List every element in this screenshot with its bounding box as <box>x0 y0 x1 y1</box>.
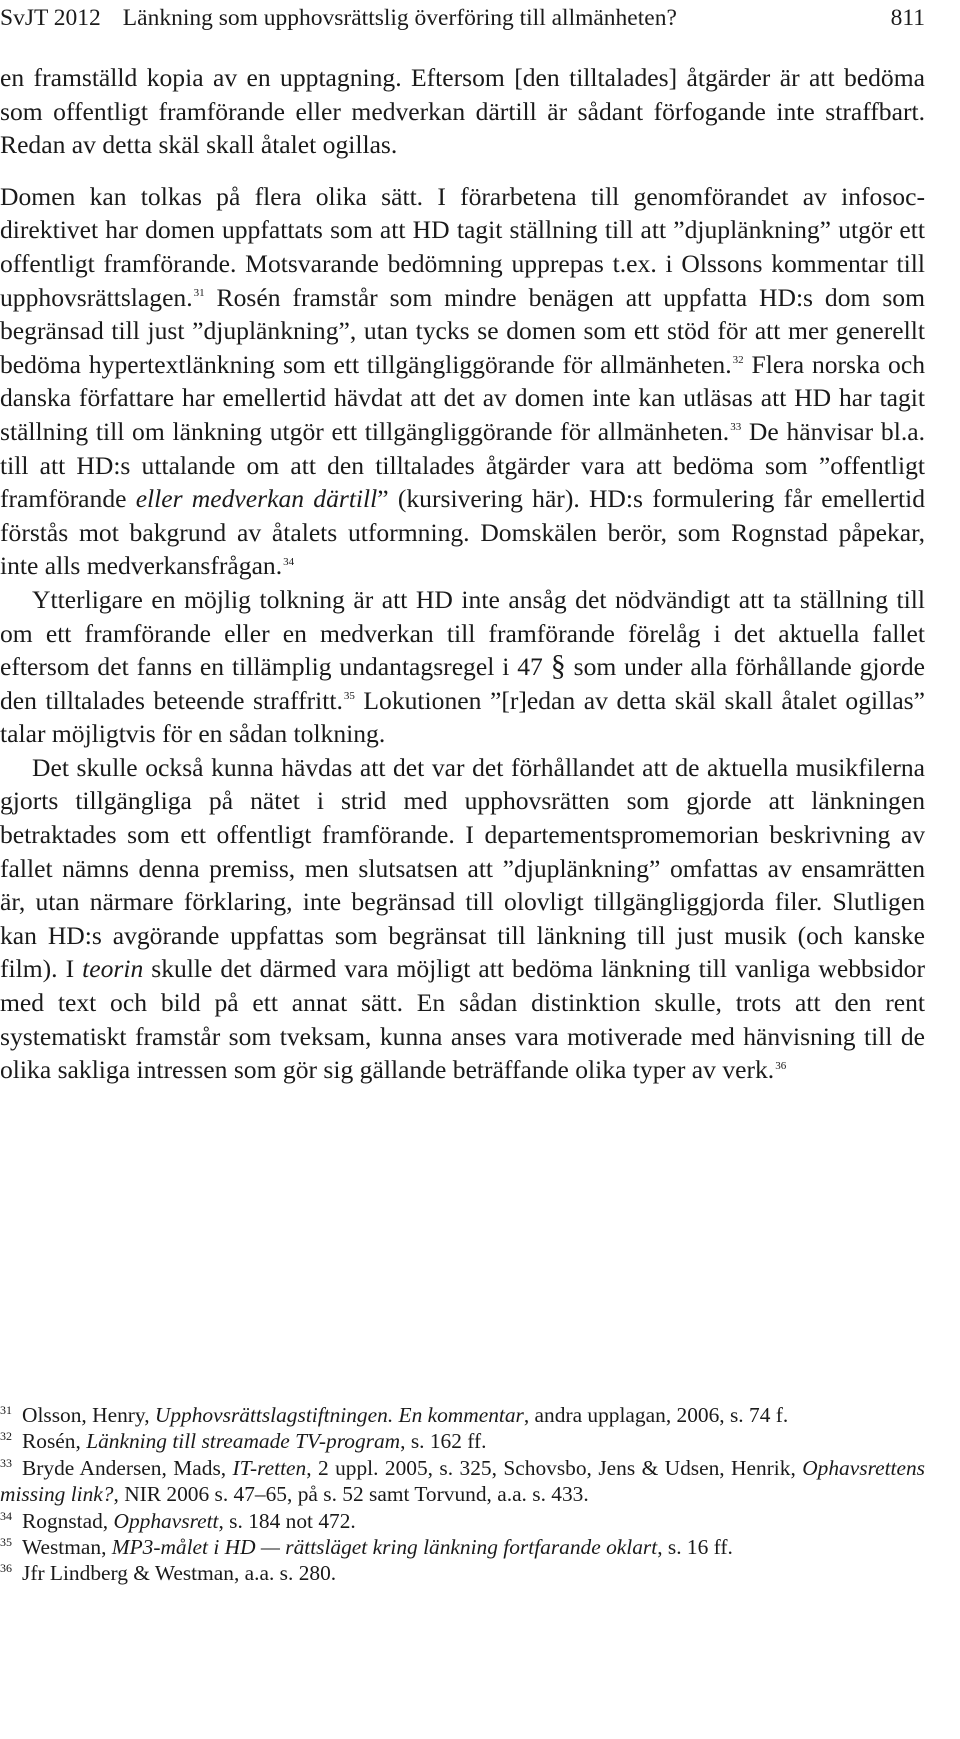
footnote-ref[interactable]: 35 <box>343 690 355 703</box>
footnote-text: , s. 16 ff. <box>657 1535 733 1560</box>
footnote: 33 Bryde Andersen, Mads, IT-retten, 2 uppl. 2005, s. 325, Schovsbo, Jens & Udsen, Henrik, Ophavsrettens missing link?, NIR 2006 s. 47–65, på s. 52 samt Torvund, a.a. s. 433. <box>0 1455 925 1507</box>
footnote-emphasis: Ophavsrettens missing link? <box>0 1455 925 1507</box>
footnote-text: , NIR 2006 s. 47–65, på s. 52 samt Torvund, a.a. s. 433. <box>113 1482 589 1507</box>
emphasis-text: teorin <box>82 954 144 984</box>
footnote-emphasis: Upphovsrättslagstiftningen. En kommentar <box>154 1403 524 1427</box>
paragraph-text: De hänvisar bl.a. till att HD:s uttalande om att den tilltalades åtgärder vara att bedöma som ”offentligt framförande <box>0 416 925 514</box>
paragraph-text: ” (kursivering här). HD:s formulering får emellertid förstås mot bakgrund av åtalets utformning. Domskälen berör, som Rognstad påpekar, inte alls medverkansfrågan. <box>0 484 926 581</box>
footnote-text: Olsson, Henry, <box>22 1403 155 1427</box>
footnote: 36 Jfr Lindberg & Westman, a.a. s. 280. <box>0 1561 337 1586</box>
paragraph-text: Lokutionen ”[r]edan av detta skäl skall åtalet ogillas” talar möjligtvis för en sådan tolkning. <box>0 685 926 749</box>
paragraph <box>0 751 925 1087</box>
footnote-ref[interactable]: 36 <box>775 1059 787 1072</box>
footnote: 34 Rognstad, Opphavsrett, s. 184 not 472. <box>0 1508 356 1533</box>
footnote-text: Bryde Andersen, Mads, <box>22 1455 233 1480</box>
footnote-emphasis: Opphavsrett <box>113 1508 219 1533</box>
footnote-text: Westman, <box>22 1535 112 1560</box>
footnote: 31 Olsson, Henry, Upphovsrättslagstiftningen. En kommentar, andra upplagan, 2006, s. 74 f. <box>0 1402 789 1427</box>
footnote-text: , s. 184 not 472. <box>218 1508 356 1533</box>
paragraph-text: Ytterligare en möjlig tolkning är att HD inte ansåg det nödvändigt att ta ställning till om ett framförande eller en medverkan till framförande förelåg i det aktuella fallet eftersom det fanns en tillämplig undantagsregel i 47 <box>0 584 925 682</box>
paragraph-text: skulle det därmed vara möjligt att bedöma länkning till vanliga webbsidor med text och bild på ett annat sätt. En sådan distinktion skulle, trots att den rent systematiskt framstår som tveksam, kunna anses vara motiverade med hänvisning till de olika sakliga intressen som gör sig gällande beträffande olika typer av verk. <box>0 954 925 1085</box>
footnote: 32 Rosén, Länkning till streamade TV-program, s. 162 ff. <box>0 1429 487 1454</box>
paragraph-text: Domen kan tolkas på flera olika sätt. I förarbetena till genomförandet av infosoc-direktivet har domen uppfattats som att HD tagit ställning till att ”djuplänkning” utgör ett offentligt framförande. Motsvarande bedömning upprepas t.ex. i Olssons kommentar till upphovsrättslagen. <box>0 181 925 312</box>
paragraph-text: Det skulle också kunna hävdas att det var det förhållandet att de aktuella musikfilerna gjorts tillgängliga på nätet i strid med upphovsrätten som gjorde att länkningen betraktades som ett offentligt framförande. I departementspromemorian beskrivning av fallet nämns denna premiss, men slutsatsen att ”djuplänkning” omfattas av ensamrätten är, utan närmare förklaring, inte begränsad till olovligt tillgängliggjorda filer. Slutligen kan HD:s avgörande uppfattas som begränsat till länkning till just musik (och kanske film). I <box>0 752 925 984</box>
paragraph-text: en framställd kopia av en upptagning. Eftersom [den tilltalades] åtgärder är att bedöma som offentligt framförande eller medverkan därtill är sådant förfogande inte straffbart. Redan av detta skäl skall åtalet ogillas. <box>0 63 925 160</box>
footnote-text: Jfr Lindberg & Westman, a.a. s. 280. <box>22 1561 337 1586</box>
emphasis-text: eller medverkan därtill <box>135 484 378 514</box>
body-text <box>0 61 925 1087</box>
section-sign: § <box>550 649 566 683</box>
footnote-emphasis: MP3-målet i HD — rättsläget kring länkning fortfarande oklart <box>111 1535 658 1560</box>
footnote-ref[interactable]: 32 <box>732 354 744 367</box>
footnote-text: , andra upplagan, 2006, s. 74 f. <box>523 1403 789 1427</box>
paragraph-text: Flera norska och danska författare har emellertid hävdat att det av domen inte kan utläsas att HD har tagit ställning till om länkning utgör ett tillgängliggörande för allmänheten. <box>0 349 925 446</box>
running-header <box>0 4 925 32</box>
paragraph <box>0 180 925 583</box>
footnote-ref[interactable]: 31 <box>193 287 205 300</box>
footnote-ref[interactable]: 34 <box>283 555 295 568</box>
footnotes <box>0 1402 925 1587</box>
paragraph <box>0 583 925 751</box>
footnote-emphasis: Länkning till streamade TV-program <box>86 1429 401 1454</box>
article-title: Länkning som upphovsrättslig överföring till allmänheten? <box>122 5 677 31</box>
page-number: 811 <box>890 5 925 31</box>
paragraph <box>0 61 925 162</box>
paragraph-text: Rosén framstår som mindre benägen att uppfatta HD:s dom som begränsad till just ”djuplänkning”, utan tycks se domen som ett stöd för att mer generellt bedöma hypertextlänkning som ett tillgängliggörande för allmänheten. <box>0 282 925 379</box>
footnote-text: , 2 uppl. 2005, s. 325, Schovsbo, Jens & Udsen, Henrik, <box>306 1455 803 1480</box>
footnote-emphasis: IT-retten <box>232 1455 307 1480</box>
journal-name: SvJT 2012 <box>0 5 101 31</box>
header-left <box>0 4 677 32</box>
paragraph-text: som under alla förhållande gjorde den tilltalades beteende straffritt. <box>0 652 925 715</box>
footnote-text: Rosén, <box>22 1429 87 1454</box>
footnote-text: , s. 162 ff. <box>400 1429 487 1454</box>
footnote-ref[interactable]: 33 <box>730 421 742 434</box>
footnote-text: Rognstad, <box>22 1508 114 1533</box>
footnote: 35 Westman, MP3-målet i HD — rättsläget kring länkning fortfarande oklart, s. 16 ff. <box>0 1534 733 1560</box>
